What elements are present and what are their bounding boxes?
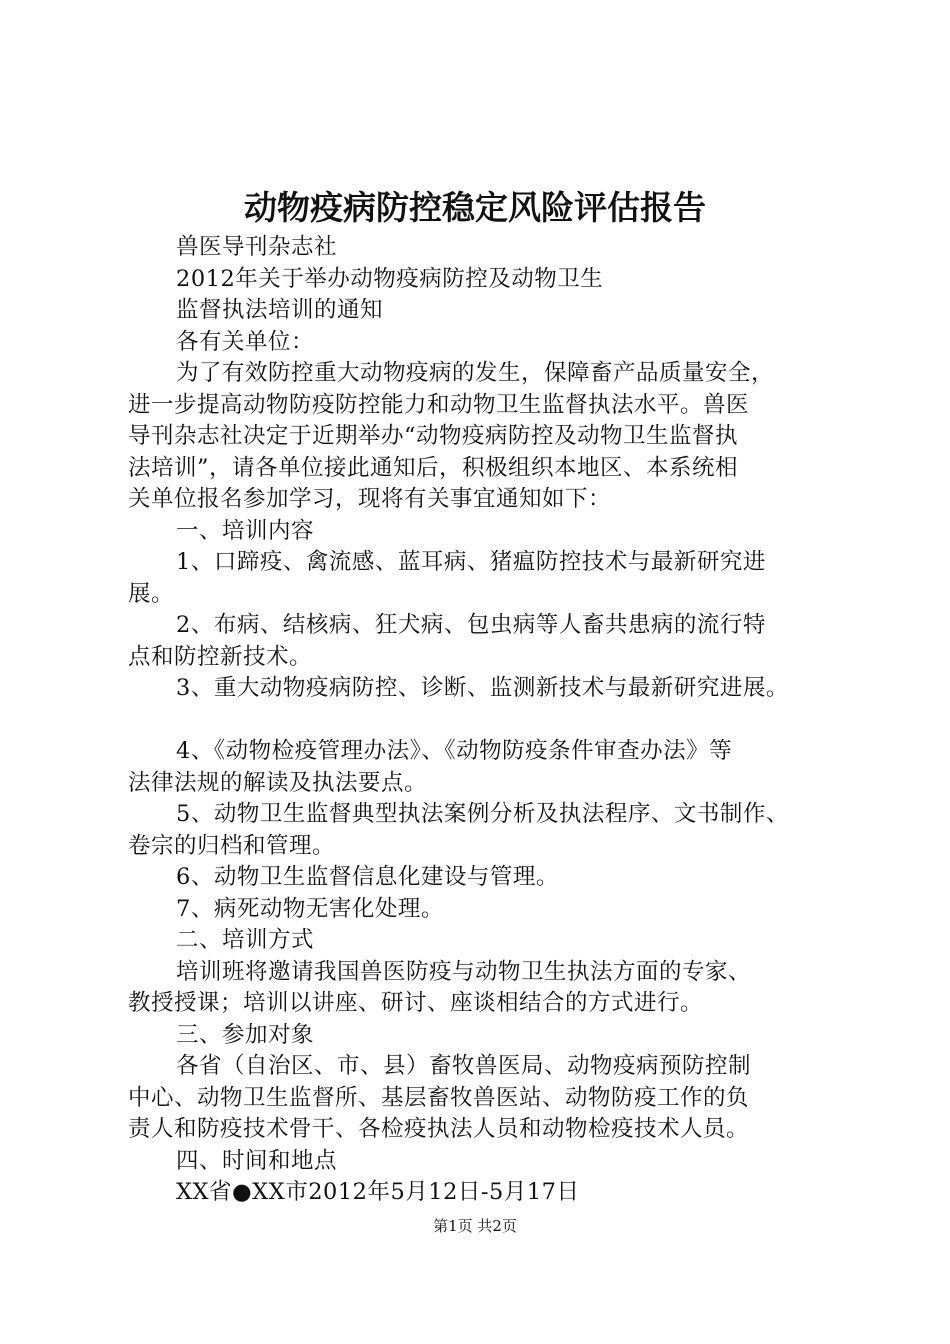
text-line: 兽医导刊杂志社 bbox=[176, 234, 338, 260]
list-item: 5、动物卫生监督典型执法案例分析及执法程序、文书制作、 bbox=[176, 801, 789, 827]
list-item: 1、口蹄疫、禽流感、蓝耳病、猪瘟防控技术与最新研究进 bbox=[176, 549, 766, 575]
text-line: 点和防控新技术。 bbox=[128, 643, 313, 670]
section-heading: 一、培训内容 bbox=[176, 517, 315, 544]
list-item: 4、《动物检疫管理办法》、《动物防疫条件审查办法》等 bbox=[176, 738, 733, 764]
text-line: 教授授课；培训以讲座、研讨、座谈相结合的方式进行。 bbox=[128, 990, 704, 1016]
text-line: 法培训”，请各单位接此通知后，积极组织本地区、本系统相 bbox=[128, 454, 739, 481]
text-line: 中心、动物卫生监督所、基层畜牧兽医站、动物防疫工作的负 bbox=[128, 1084, 750, 1111]
text-line: 为了有效防控重大动物疫病的发生，保障畜产品质量安全， bbox=[176, 360, 775, 386]
text-line: 进一步提高动物防疫防控能力和动物卫生监督执法水平。兽医 bbox=[128, 391, 750, 418]
text-line: 监督执法培训的通知 bbox=[176, 297, 384, 323]
text-line: 培训班将邀请我国兽医防疫与动物卫生执法方面的专家、 bbox=[176, 958, 752, 985]
section-heading: 三、参加对象 bbox=[176, 1021, 315, 1048]
text-line: 法律法规的解读及执法要点。 bbox=[128, 769, 428, 796]
text-line: 导刊杂志社决定于近期举办“动物疫病防控及动物卫生监督执 bbox=[128, 423, 739, 449]
text-line: 各有关单位： bbox=[176, 328, 315, 355]
page-footer: 第1页 共2页 bbox=[433, 1217, 517, 1235]
section-heading: 四、时间和地点 bbox=[176, 1147, 338, 1174]
text-line: 各省（自治区、市、县）畜牧兽医局、动物疫病预防控制 bbox=[176, 1053, 752, 1079]
section-heading: 二、培训方式 bbox=[176, 927, 315, 953]
text-line: 关单位报名参加学习，现将有关事宜通知如下： bbox=[128, 486, 612, 512]
list-item: 7、病死动物无害化处理。 bbox=[176, 895, 444, 922]
list-item: 6、动物卫生监督信息化建设与管理。 bbox=[176, 864, 559, 890]
document-title: 动物疫病防控稳定风险评估报告 bbox=[244, 188, 706, 227]
text-line: 2012年关于举办动物疫病防控及动物卫生 bbox=[176, 265, 604, 292]
list-item: 2、布病、结核病、狂犬病、包虫病等人畜共患病的流行特 bbox=[176, 612, 766, 638]
text-line: 卷宗的归档和管理。 bbox=[128, 832, 336, 859]
text-line: XX省●XX市2012年5月12日-5月17日 bbox=[176, 1179, 580, 1205]
list-item: 3、重大动物疫病防控、诊断、监测新技术与最新研究进展。 bbox=[176, 675, 789, 701]
document-body bbox=[128, 232, 848, 1209]
text-line: 责人和防疫技术骨干、各检疫执法人员和动物检疫技术人员。 bbox=[128, 1116, 750, 1142]
blank-line bbox=[128, 705, 848, 737]
text-line: 展。 bbox=[128, 580, 175, 607]
